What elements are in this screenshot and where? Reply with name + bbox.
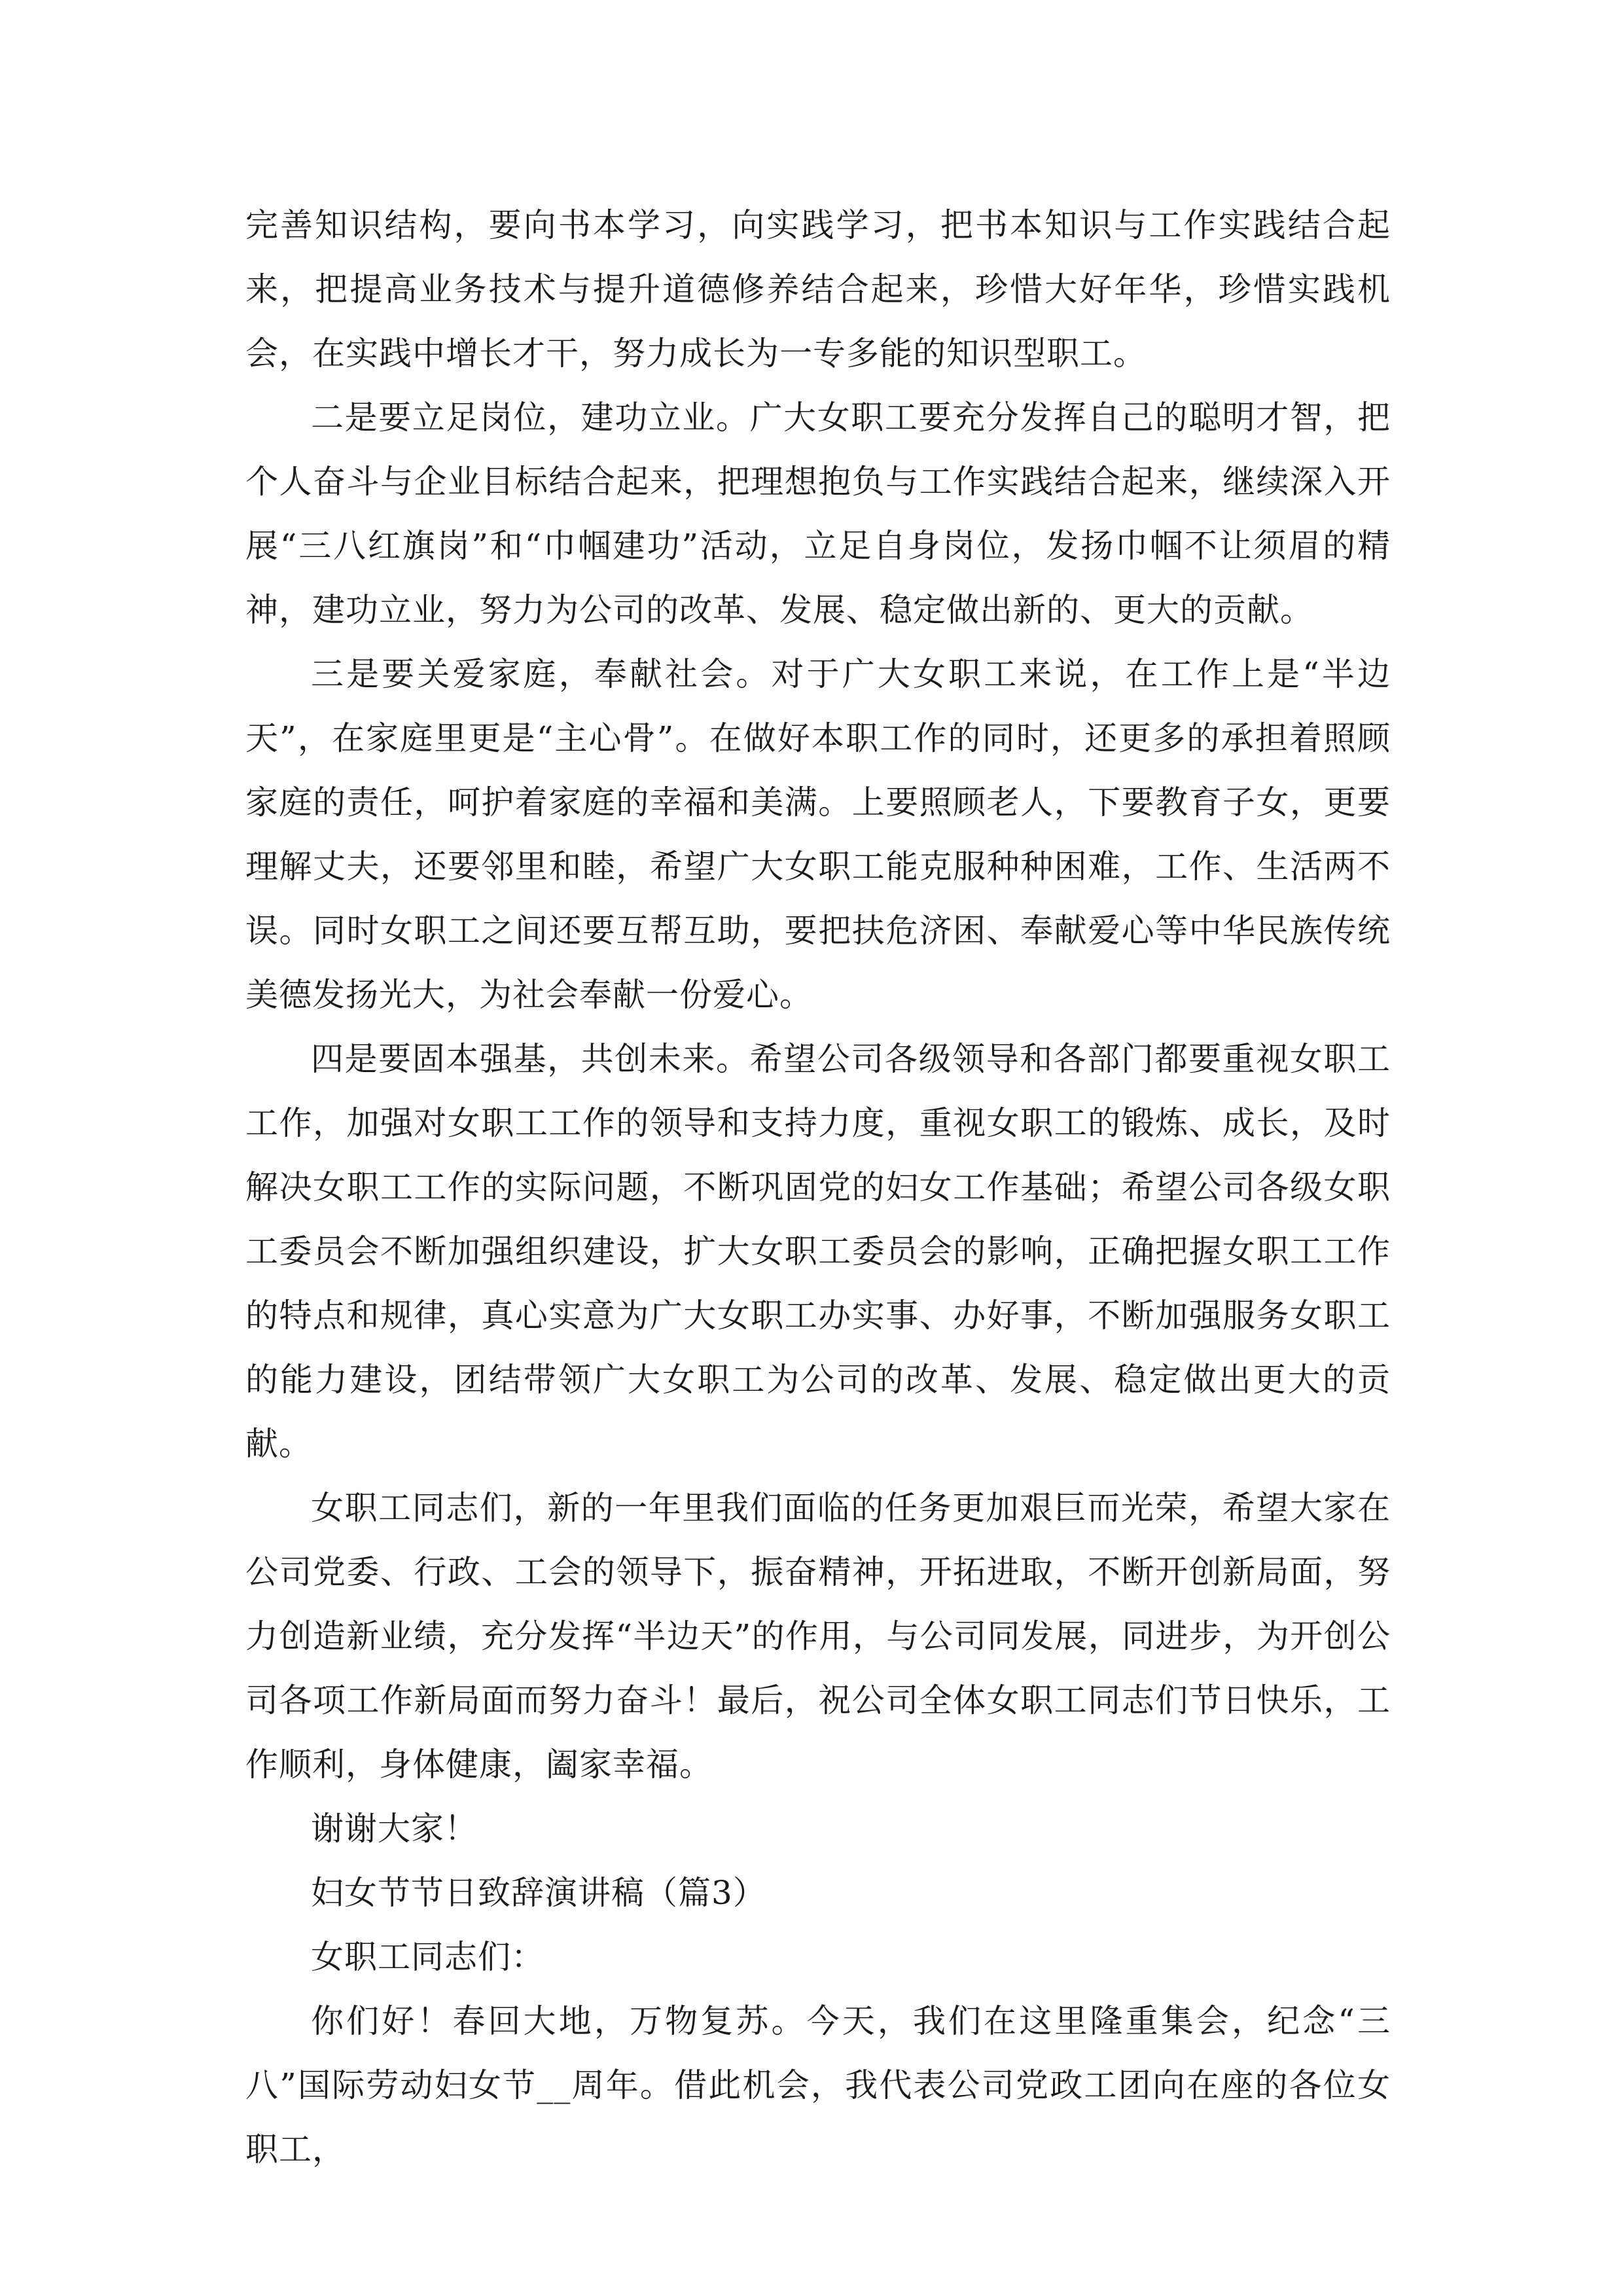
paragraph-greeting: 你们好！春回大地，万物复苏。今天，我们在这里隆重集会，纪念“三八”国际劳动妇女节__周年。借此机会，我代表公司党政工团向在座的各位女职工， <box>245 2002 1391 2168</box>
salutation: 女职工同志们： <box>311 1938 544 1976</box>
paragraph-knowledge-structure: 完善知识结构，要向书本学习，向实践学习，把书本知识与工作实践结合起来，把提高业务技术与提升道德修养结合起来，珍惜大好年华，珍惜实践机会，在实践中增长才干，努力成长为一专多能的知识型职工。 <box>245 206 1391 372</box>
paragraph-point-four: 四是要固本强基，共创未来。希望公司各级领导和各部门都要重视女职工工作，加强对女职工工作的领导和支持力度，重视女职工的锻炼、成长，及时解决女职工工作的实际问题，不断巩固党的妇女工作基础；希望公司各级女职工委员会不断加强组织建设，扩大女职工委员会的影响，正确把握女职工工作的特点和规律，真心实意为广大女职工办实事、办好事，不断加强服务女职工的能力建设，团结带领广大女职工为公司的改革、发展、稳定做出更大的贡献。 <box>245 1040 1391 1463</box>
paragraph-closing-appeal: 女职工同志们，新的一年里我们面临的任务更加艰巨而光荣，希望大家在公司党委、行政、工会的领导下，振奋精神，开拓进取，不断开创新局面，努力创造新业绩，充分发挥“半边天”的作用，与公司同发展，同进步，为开创公司各项工作新局面而努力奋斗！最后，祝公司全体女职工同志们节日快乐，工作顺利，身体健康，阖家幸福。 <box>245 1489 1391 1784</box>
paragraph-point-two: 二是要立足岗位，建功立业。广大女职工要充分发挥自己的聪明才智，把个人奋斗与企业目标结合起来，把理想抱负与工作实践结合起来，继续深入开展“三八红旗岗”和“巾帼建功”活动，立足自身岗位，发扬巾帼不让须眉的精神，建功立业，努力为公司的改革、发展、稳定做出新的、更大的贡献。 <box>245 399 1391 629</box>
paragraph-point-three: 三是要关爱家庭，奉献社会。对于广大女职工来说，在工作上是“半边天”，在家庭里更是“主心骨”。在做好本职工作的同时，还更多的承担着照顾家庭的责任，呵护着家庭的幸福和美满。上要照顾老人，下要教育子女，更要理解丈夫，还要邻里和睦，希望广大女职工能克服种种困难，工作、生活两不误。同时女职工之间还要互帮互助，要把扶危济困、奉献爱心等中华民族传统美德发扬光大，为社会奉献一份爱心。 <box>245 655 1391 1014</box>
section-heading: 妇女节节日致辞演讲稿（篇3） <box>311 1874 766 1912</box>
paragraph-thanks: 谢谢大家！ <box>311 1810 478 1848</box>
document-body <box>245 193 1391 2181</box>
